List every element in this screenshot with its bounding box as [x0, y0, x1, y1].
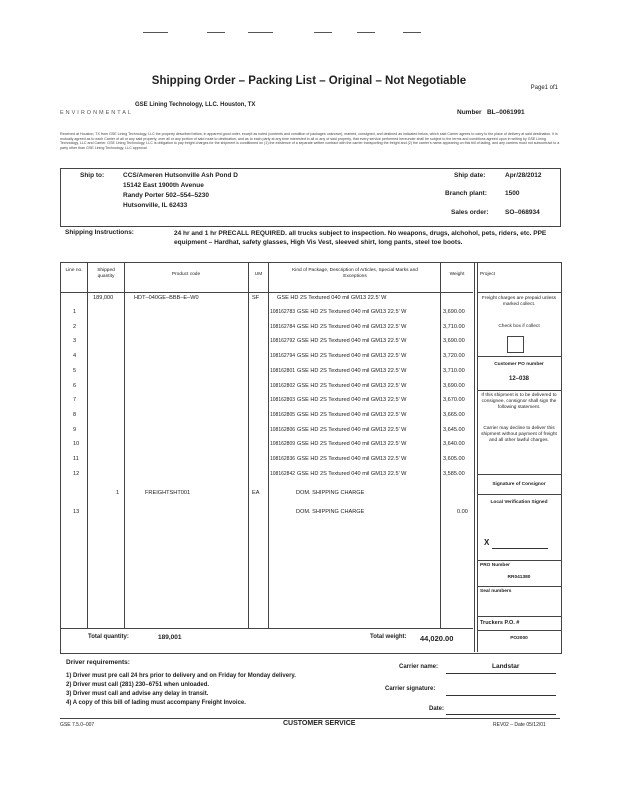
- row-desc: GSE HD 2S Textured 040 mil GM13 22.5' W: [297, 309, 407, 315]
- row-desc: GSE HD 2S Textured 040 mil GM13 22.5' W: [297, 323, 407, 330]
- signature-x: X: [484, 538, 490, 547]
- row-line: 10: [73, 441, 80, 448]
- driver-requirement-item: 4) A copy of this bill of lading must accompany Freight Invoice.: [66, 700, 246, 706]
- col-divider: [124, 262, 125, 628]
- driver-requirement-item: 2) Driver must call (281) 230–6751 when unloaded.: [66, 682, 210, 688]
- carrier-name-value: Landstar: [492, 663, 520, 670]
- ship-to-line: Hutsonville, IL 62433: [123, 202, 188, 209]
- footer-customer-service: CUSTOMER SERVICE: [283, 720, 356, 727]
- carrier-name-line: [446, 673, 556, 674]
- truckers-po-label: Truckers P.O. #: [480, 620, 520, 626]
- summary-desc: GSE HD 2S Textured 040 mil GM13 22.5' W: [277, 295, 387, 301]
- total-weight-label: Total weight:: [370, 634, 407, 640]
- freight-desc: DOM. SHIPPING CHARGE: [296, 490, 365, 496]
- row-line: 1: [73, 309, 77, 315]
- top-dash: [357, 32, 375, 33]
- footer-form-number: GSE 7.5.0–007: [60, 722, 95, 728]
- row-lot: 108162836: [270, 456, 296, 462]
- row-desc: GSE HD 2S Textured 040 mil GM13 22.5' W: [297, 470, 407, 477]
- row-weight: 3,665.00: [443, 411, 465, 418]
- col-divider: [248, 262, 249, 628]
- row-desc: GSE HD 2S Textured 040 mil GM13 22.5' W: [297, 382, 407, 389]
- header-divider: [477, 292, 561, 293]
- carrier-name-label: Carrier name:: [399, 664, 439, 670]
- row-desc: GSE HD 2S Textured 040 mil GM13 22.5' W: [297, 441, 407, 448]
- header-weight: Weight: [449, 272, 465, 277]
- freight-prepaid-note: Freight charges are prepaid unless marked collect.: [481, 296, 557, 307]
- row-weight: 3,690.00: [443, 382, 465, 389]
- top-dash: [143, 32, 168, 33]
- top-dash: [207, 32, 225, 33]
- page-of: Page1 of1: [530, 85, 558, 91]
- row-weight: 3,690.00: [443, 338, 465, 345]
- bl-number: [457, 109, 525, 116]
- company-name: GSE Lining Technology, LLC. Houston, TX: [135, 102, 256, 108]
- instructions-text: 24 hr and 1 hr PRECALL REQUIRED. all trucks subject to inspection. No weapons, drugs, alchohol, pets, riders, etc. PPE equipment – Hardhat, safety glasses, High Vis Vest, sleeved shirt, long pants, steel toe boots.: [174, 230, 547, 246]
- header-um: UM: [254, 272, 263, 277]
- row-lot: 108162792: [270, 338, 296, 345]
- col-divider: [440, 262, 441, 628]
- row-lot: 108162842: [270, 470, 296, 477]
- total-quantity-label: Total quantity:: [88, 634, 129, 640]
- col-divider: [474, 262, 475, 652]
- row-desc: GSE HD 2S Textured 040 mil GM13 22.5' W: [297, 456, 407, 462]
- ship-to-line: Randy Porter 502–554–5230: [123, 192, 210, 199]
- row-lot: 108162802: [270, 382, 296, 389]
- totals-divider: [60, 628, 473, 629]
- row-weight: 3,670.00: [443, 397, 465, 404]
- carrier-signature-line[interactable]: [446, 695, 556, 696]
- row-line: 12: [73, 470, 80, 477]
- row-lot: 108162794: [270, 353, 296, 360]
- row-lot: 108162783: [270, 309, 296, 315]
- footer-rule: [60, 718, 560, 719]
- row13-weight: 0.00: [457, 509, 468, 515]
- row-weight: 3,710.00: [443, 367, 465, 374]
- driver-requirement-item: 3) Driver must call and advise any delay in transit.: [66, 691, 209, 697]
- ship-date-label: Ship date:: [454, 172, 486, 179]
- driver-requirements-label: Driver requirements:: [66, 659, 130, 666]
- row-lot: 108162803: [270, 397, 296, 404]
- local-verification-label: Local Verification Signed: [490, 500, 548, 505]
- legal-text: Received at Houston, TX from GSE Lining Technology, LLC the property described below, in apparent good order, except as noted (contents and condition of packages unknown), marked, consigned, and destined as indicated below, which said Carrier agrees to carry to the place of delivery at said destination. It is mutually agreed as to each Carrier of all or any said property, over all or any portion of said route to destination, and as to each party at any time interested in all or any of said property, that every service performed hereunder shall be subject to the terms and conditions agreed upon in writing by GSE Lining Technology, LLC and Carrier. GSE Lining Technology, LLC is obligation to pay freight charges for the shipment is conditioned on (1) the existence of a separate written contract with the carrier transporting the freight and (2) the carrier's name appearing on this bill of lading, and any carriers must not subcontract to a party other than GSE Lining Technology, LLC approval.: [60, 132, 560, 150]
- col-divider: [477, 262, 478, 652]
- row-weight: 3,690.00: [443, 309, 465, 315]
- freight-qty: 1: [116, 490, 120, 496]
- ship-to-line: 15142 East 1900th Avenue: [123, 182, 204, 189]
- row-weight: 3,605.00: [443, 456, 465, 462]
- row-desc: GSE HD 2S Textured 040 mil GM13 22.5' W: [297, 397, 407, 404]
- row-lot: 108162805: [270, 411, 296, 418]
- row-desc: GSE HD 2S Textured 040 mil GM13 22.5' W: [297, 353, 407, 360]
- delivered-note: If this shipment is to be delivered to consignee, consignor shall sign the following statement.: [481, 393, 557, 410]
- row-line: 7: [73, 397, 77, 404]
- panel-divider: [477, 560, 561, 561]
- panel-divider: [477, 616, 561, 617]
- top-dash: [314, 32, 332, 33]
- seal-numbers-label: Seal numbers: [480, 589, 512, 594]
- sales-order-value: SO–068934: [505, 209, 540, 216]
- row-line: 9: [73, 426, 77, 433]
- check-collect-label: Check box if collect: [498, 324, 540, 329]
- row-line: 5: [73, 367, 77, 374]
- signature-line[interactable]: [492, 548, 548, 549]
- number-value: BL–0061991: [486, 109, 525, 116]
- collect-checkbox[interactable]: [507, 336, 524, 353]
- row-weight: 3,720.00: [443, 353, 465, 360]
- sales-order-label: Sales order:: [451, 209, 489, 216]
- truckers-po-value: PO2000: [510, 636, 528, 641]
- carrier-decline-note: Carrier may decline to deliver this shipment without payment of freight and all other lawful charges.: [481, 426, 557, 443]
- panel-divider: [477, 390, 561, 391]
- ship-to-line: CCS/Ameren Hutsonville Ash Pond D: [123, 172, 238, 179]
- carrier-signature-label: Carrier signature:: [385, 686, 436, 692]
- col-divider: [87, 262, 88, 628]
- footer-revision: REV02 – Date 05/12/01: [493, 722, 546, 728]
- row-line: 4: [73, 353, 77, 360]
- environmental-logo-text: ENVIRONMENTAL: [60, 110, 133, 116]
- page-title: Shipping Order – Packing List – Original – Not Negotiable: [151, 75, 467, 87]
- header-line: Line no.: [65, 268, 83, 273]
- instructions-label: Shipping Instructions:: [65, 229, 134, 236]
- header-code: Product code: [171, 272, 201, 277]
- row-lot: 108162809: [270, 441, 296, 448]
- date-label: Date:: [429, 706, 445, 712]
- col-divider: [268, 262, 269, 628]
- row-lot: 108162806: [270, 426, 296, 433]
- panel-divider: [477, 494, 561, 495]
- consignor-signature-label: Signature of Consignor: [492, 482, 546, 487]
- row13-line: 13: [73, 509, 80, 515]
- row-weight: 3,640.00: [443, 441, 465, 448]
- header-divider: [60, 292, 473, 293]
- row-line: 11: [73, 456, 79, 462]
- summary-code: HDT–040GE–BBB–E–W0: [134, 295, 199, 301]
- panel-divider: [477, 474, 561, 475]
- number-label: Number: [457, 109, 482, 116]
- panel-divider: [477, 356, 561, 357]
- row-line: 6: [73, 382, 77, 389]
- top-dash: [248, 32, 273, 33]
- branch-value: 1500: [505, 190, 520, 197]
- freight-code: FREIGHTSHT001: [145, 490, 191, 496]
- row-desc: GSE HD 2S Textured 040 mil GM13 22.5' W: [297, 426, 407, 433]
- ship-to-label: Ship to:: [80, 172, 105, 179]
- header-qty: Shipped quantity: [97, 268, 115, 279]
- panel-divider: [477, 586, 561, 587]
- header-kind: Kind of Package, Description of Articles, Special Marks and Exceptions: [292, 268, 418, 279]
- row-desc: GSE HD 2S Textured 040 mil GM13 22.5' W: [297, 338, 407, 345]
- row-line: 8: [73, 411, 77, 418]
- driver-requirement-item: 1) Driver must pre call 24 hrs prior to delivery and on Friday for Monday delivery.: [66, 673, 296, 679]
- freight-um: EA: [252, 490, 260, 496]
- row-line: 2: [73, 323, 77, 330]
- po-label: Customer PO number: [494, 362, 544, 367]
- pro-number-label: PRO Number: [480, 563, 510, 568]
- row-lot: 108162784: [270, 323, 296, 330]
- header-project: Project: [480, 272, 495, 277]
- po-value: 12–038: [508, 376, 530, 382]
- branch-label: Branch plant:: [445, 190, 487, 197]
- row-weight: 3,710.00: [443, 323, 465, 330]
- row-weight: 3,585.00: [443, 470, 465, 477]
- row-lot: 108162801: [270, 367, 296, 374]
- summary-um: SF: [252, 295, 260, 301]
- pro-number-value: RR041380: [507, 575, 531, 580]
- row-desc: GSE HD 2S Textured 040 mil GM13 22.5' W: [297, 411, 407, 418]
- total-quantity-value: 189,001: [158, 634, 182, 641]
- row-line: 3: [73, 338, 77, 345]
- total-weight-value: 44,020.00: [420, 634, 454, 643]
- row-desc: GSE HD 2S Textured 040 mil GM13 22.5' W: [297, 367, 407, 374]
- panel-divider: [477, 630, 561, 631]
- row13-desc: DOM. SHIPPING CHARGE: [296, 509, 365, 515]
- row-weight: 3,645.00: [443, 426, 465, 433]
- top-dash: [403, 32, 421, 33]
- summary-qty: 189,000: [93, 295, 114, 301]
- ship-date: Apr/28/2012: [505, 172, 542, 179]
- date-line[interactable]: [446, 714, 556, 715]
